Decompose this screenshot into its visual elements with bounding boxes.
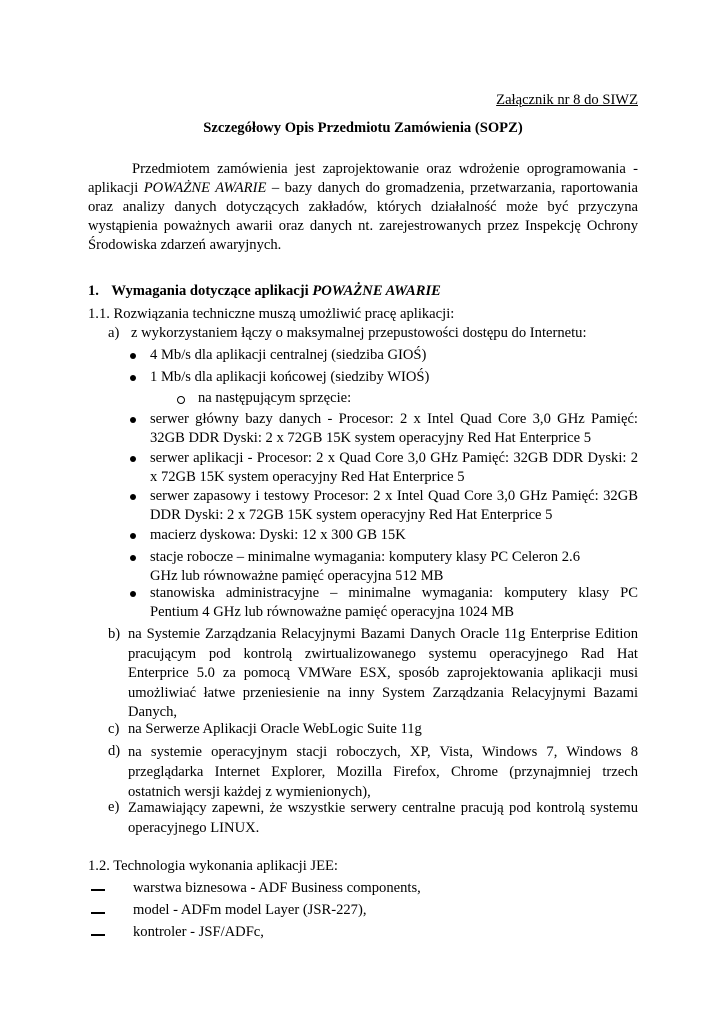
bullet-item: 4 Mb/s dla aplikacji centralnej (siedziba GIOŚ) [150, 347, 427, 363]
item-e-text: Zamawiający zapewni, że wszystkie serwery centralne pracują pod kontrolą systemu operacyjnego LINUX. [128, 800, 638, 836]
circle-bullet-icon [177, 396, 185, 404]
dash-item: kontroler - JSF/ADFc, [133, 924, 264, 940]
item-a-text: z wykorzystaniem łączy o maksymalnej przepustowości dostępu do Internetu: [131, 325, 587, 341]
dash-icon [91, 912, 105, 914]
section-1-app-name: POWAŻNE AWARIE [312, 283, 441, 299]
bullet-item: 1 Mb/s dla aplikacji końcowej (siedziby WIOŚ) [150, 369, 430, 385]
bullet-item: stacje robocze – minimalne wymagania: komputery klasy PC Celeron 2.6 GHz lub równoważne pamięć operacyjna 512 MB [150, 549, 580, 584]
bullet-icon [130, 591, 136, 597]
intro-text-1: Przedmiotem zamówienia jest zaprojektowanie oraz wdrożenie oprogramowania - aplikacji [88, 161, 638, 196]
item-c-label: c) [108, 721, 120, 737]
attachment-label: Załącznik nr 8 do SIWZ [496, 92, 638, 108]
bullet-item: serwer główny bazy danych - Procesor: 2 x Intel Quad Core 3,0 GHz Pamięć: 32GB DDR Dyski: 2 x 72GB 15K system operacyjny Red Hat Enterprice 5 [150, 411, 638, 446]
section-1-number: 1. [88, 283, 99, 299]
item-d-text: na systemie operacyjnym stacji roboczych, XP, Vista, Windows 7, Windows 8 przeglądarka Internet Explorer, Mozilla Firefox, Chrome (przynajmniej trzech ostatnich wersji każdej z wymienionych), [128, 744, 638, 800]
item-b-text: na Systemie Zarządzania Relacyjnymi Bazami Danych Oracle 11g Enterprise Edition pracującym pod kontrolą zwirtualizowanego systemu operacyjnego Rad Hat Enterprice 5.0 za pomocą VMWare ESX, sposób zaprojektowania aplikacji musi umożliwiać łatwe przeniesienie na inny System Zarządzania Relacyjnymi Bazami Danych, [128, 626, 638, 721]
intro-text-2: – bazy danych do gromadzenia, przetwarzania, raportowania oraz analizy danych dotyczących zakładów, których działalność może być przyczyna wystąpienia poważnych awarii oraz danych nt. zarejestrowanych przez Inspekcję Ochrony Środowiska zdarzeń awaryjnych. [88, 180, 638, 253]
item-d-label: d) [108, 743, 121, 759]
bullet-icon [130, 533, 136, 539]
item-a-label: a) [108, 325, 120, 341]
circle-item: na następującym sprzęcie: [198, 390, 352, 406]
section-1-title: Wymagania dotyczące aplikacji [111, 283, 313, 299]
bullet-icon [130, 456, 136, 462]
bullet-icon [130, 555, 136, 561]
bullet-icon [130, 353, 136, 359]
bullet-icon [130, 494, 136, 500]
item-c-text: na Serwerze Aplikacji Oracle WebLogic Suite 11g [128, 721, 422, 737]
dash-item: model - ADFm model Layer (JSR-227), [133, 902, 367, 918]
dash-item: warstwa biznesowa - ADF Business components, [133, 880, 421, 896]
section-1-heading [88, 282, 441, 301]
intro-app-name: POWAŻNE AWARIE [143, 180, 267, 196]
dash-icon [91, 934, 105, 936]
subsection-1-2: 1.2. Technologia wykonania aplikacji JEE: [88, 858, 338, 874]
subsection-1-1: 1.1. Rozwiązania techniczne muszą umożliwić pracę aplikacji: [88, 306, 455, 322]
bullet-item: serwer aplikacji - Procesor: 2 x Quad Core 3,0 GHz Pamięć: 32GB DDR Dyski: 2 x 72GB 15K system operacyjny Red Hat Enterprice 5 [150, 450, 638, 485]
bullet-item: macierz dyskowa: Dyski: 12 x 300 GB 15K [150, 527, 406, 543]
bullet-item: serwer zapasowy i testowy Procesor: 2 x Intel Quad Core 3,0 GHz Pamięć: 32GB DDR Dyski: 2 x 72GB 15K system operacyjny Red Hat Enterprice 5 [150, 488, 638, 523]
item-e-label: e) [108, 799, 120, 815]
bullet-icon [130, 375, 136, 381]
bullet-item: stanowiska administracyjne – minimalne wymagania: komputery klasy PC Pentium 4 GHz lub równoważne pamięć operacyjna 1024 MB [150, 585, 638, 620]
bullet-icon [130, 417, 136, 423]
document-title: Szczegółowy Opis Przedmiotu Zamówienia (SOPZ) [203, 120, 523, 136]
intro-paragraph [88, 160, 638, 255]
dash-icon [91, 889, 105, 891]
item-b-label: b) [108, 626, 121, 642]
